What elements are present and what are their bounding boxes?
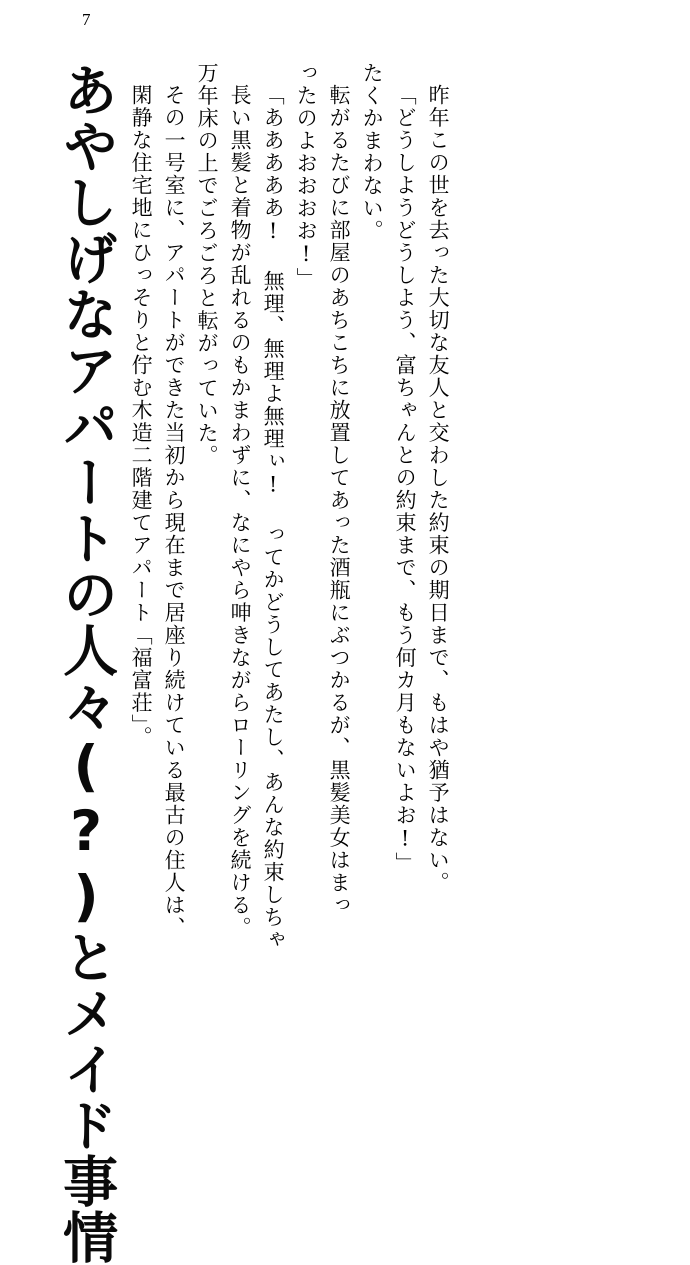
text-column: 長い黒髪と着物が乱れるのもかまわずに、なにやら呻きながらローリングを続ける。	[228, 84, 253, 939]
vertical-text-area	[50, 62, 660, 1265]
text-column: 「あああああ! 無理、無理よ無理ぃ! ってかどうしてあたし、あんな約束しちゃ	[261, 84, 286, 951]
text-column: 「どうしようどうしよう、富ちゃんとの約束まで、もう何カ月もないよお!」	[393, 84, 418, 875]
page-title: あやしげなアパートの人々(?)とメイド事情	[54, 62, 119, 1265]
text-column: その一号室に、アパートができた当初から現在まで居座り続けている最古の住人は、	[162, 84, 187, 939]
text-column: たくかまわない。	[360, 62, 385, 242]
text-column: 万年床の上でごろごろと転がっていた。	[195, 62, 220, 467]
text-column: ったのよおおおお!」	[294, 62, 319, 290]
body-columns	[118, 62, 451, 1017]
text-column: 閑静な住宅地にひっそりと佇む木造二階建てアパート「福富荘」。	[129, 84, 154, 749]
page-number: 7	[82, 10, 91, 29]
text-column: 昨年この世を去った大切な友人と交わした約束の期日まで、もはや猶予はない。	[426, 84, 451, 894]
text-column: 転がるたびに部屋のあちこちに放置してあった酒瓶にぶつかるが、黒髪美女はまっ	[327, 84, 352, 917]
